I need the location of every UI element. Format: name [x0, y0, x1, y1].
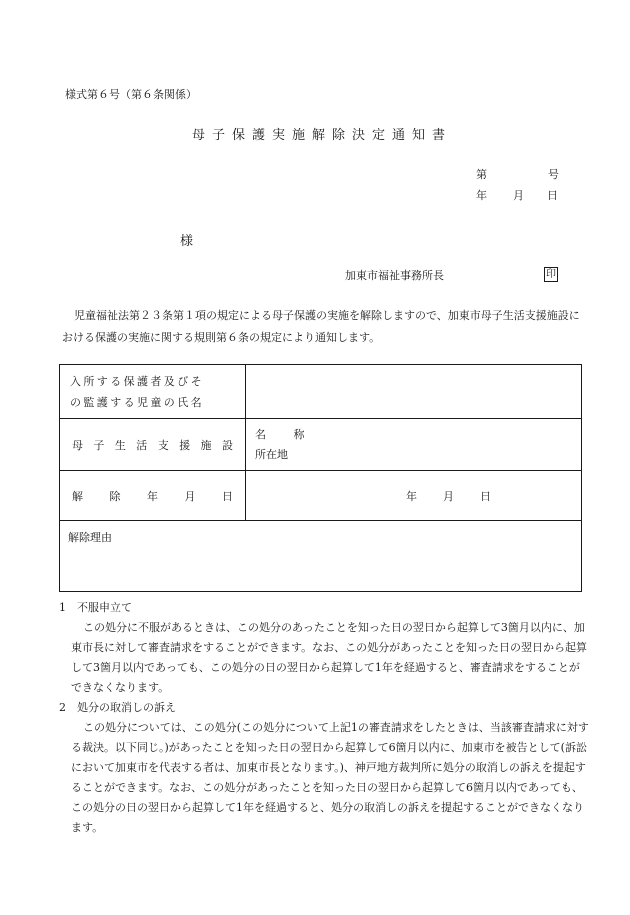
facility-name-label: 名 称 — [255, 427, 317, 441]
facility-address-label: 所在地 — [255, 447, 288, 461]
note-heading-lawsuit: 2 処分の取消しの訴え — [59, 701, 176, 714]
facility-value — [246, 419, 582, 471]
table-row-names — [60, 365, 582, 419]
release-date-label: 解 除 年 月 日 — [60, 471, 246, 521]
table-row-reason — [60, 521, 582, 592]
note-body-lawsuit: この処分については、この処分(この処分について上記1の審査請求をしたときは、当該審査請求に対する裁決。以下同じ。)があったことを知った日の翌日から起算して6箇月以内に、加東市を被告として(訴訟において加東市を代表する者は、加東市長となります。)、神戸地方裁判所に処分の取消しの訴えを提起することができます。なお、この処分があったことを知った日の翌日から起算して6箇月以内であっても、この処分の日の翌日から起算して1年を経過すると、処分の取消しの訴えを提起することができなくなります。 — [71, 721, 589, 834]
release-date-value: 年 月 日 — [246, 471, 582, 521]
issue-date-month: 月 — [513, 189, 524, 202]
intro-paragraph: 児童福祉法第２３条第１項の規定による母子保護の実施を解除しますので、加東市母子生活支援施設における保護の実施に関する規則第６条の規定により通知します。 — [62, 309, 580, 344]
notes-section — [59, 598, 589, 838]
table-row-release-date — [60, 471, 582, 521]
note-heading-appeal: 1 不服申立て — [59, 601, 132, 614]
facility-label: 母 子 生 活 支 援 施 設 — [60, 419, 246, 471]
document-title: 母子保護実施解除決定通知書 — [191, 128, 452, 143]
doc-number-suffix: 号 — [548, 168, 559, 181]
note-body-appeal: この処分に不服があるときは、この処分のあったことを知った日の翌日から起算して3箇月以内に、加東市長に対して審査請求をすることができます。なお、この処分があったことを知った日の翌日から起算して3箇月以内であっても、この処分の日の翌日から起算して1年を経過すると、審査請求をすることができなくなります。 — [71, 621, 588, 694]
notice-table — [59, 364, 582, 592]
addressee-suffix: 様 — [180, 234, 194, 249]
seal-mark: 印 — [546, 269, 556, 280]
release-reason: 解除理由 — [60, 521, 582, 592]
issue-date-day: 日 — [547, 189, 558, 202]
issuer-name: 加東市福祉事務所長 — [345, 269, 444, 282]
issue-date-year: 年 — [476, 189, 487, 202]
doc-number-prefix: 第 — [476, 168, 487, 181]
table-row-facility — [60, 419, 582, 471]
form-number: 様式第６号（第６条関係） — [65, 88, 197, 101]
names-label: 入所する保護者及びそ の監護する児童の氏名 — [60, 365, 246, 419]
names-value — [246, 365, 582, 419]
